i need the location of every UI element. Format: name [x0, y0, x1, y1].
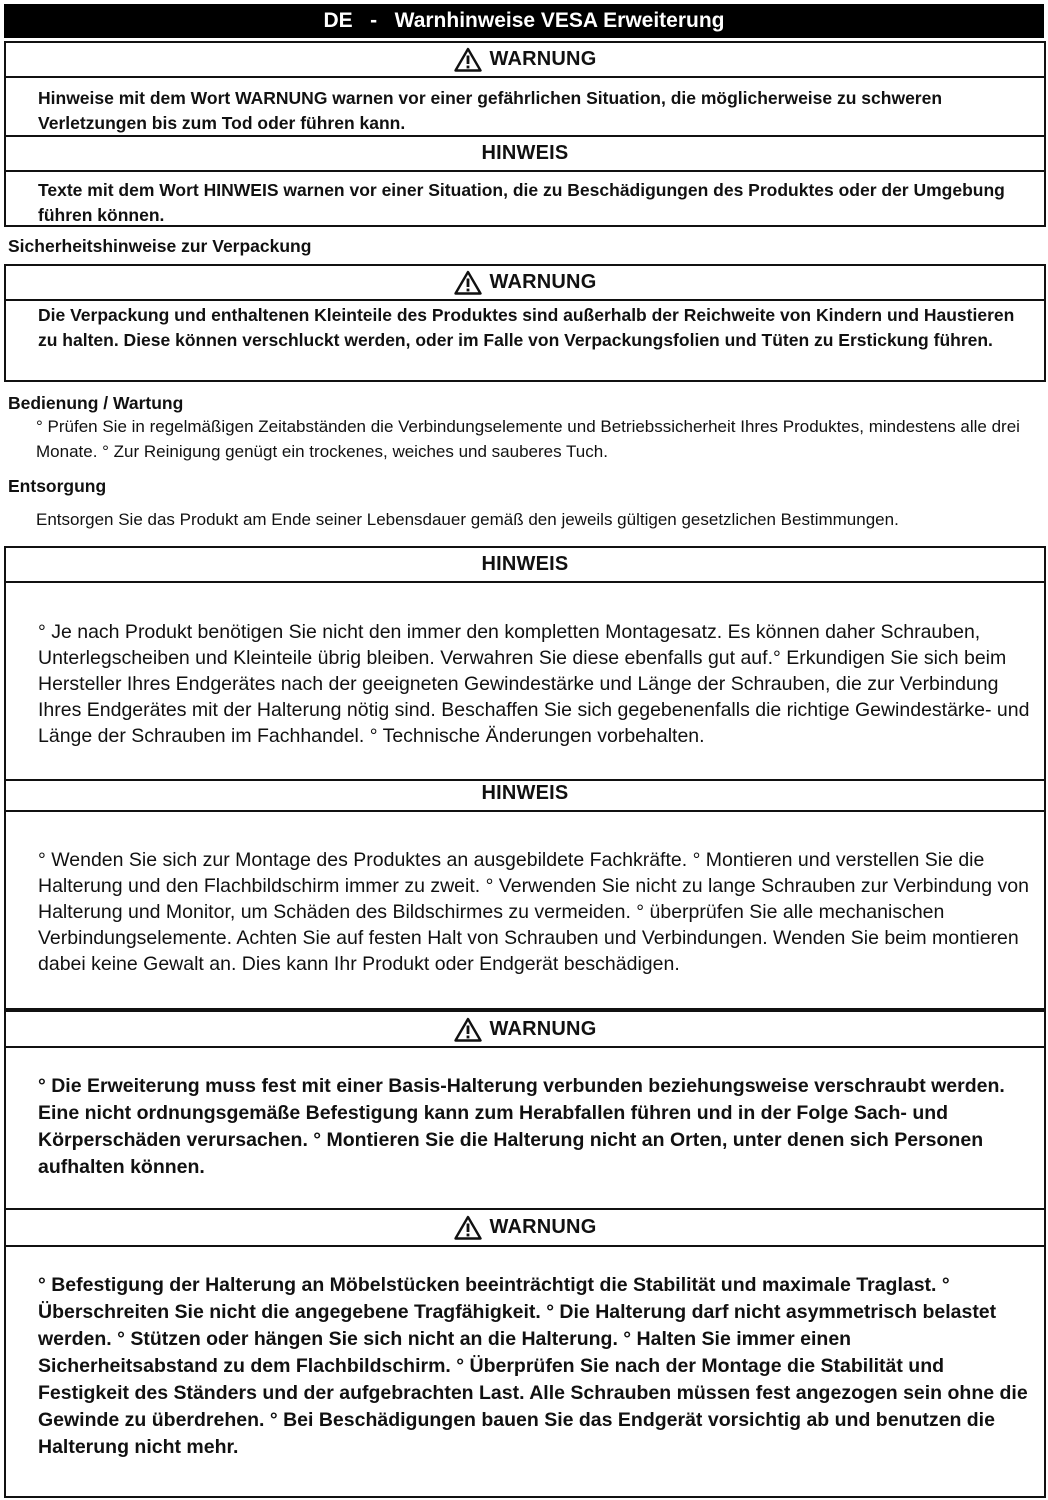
- maintenance-text: ° Prüfen Sie in regelmäßigen Zeitabständen die Verbindungselemente und Betriebssicherheit Ihres Produktes, mindestens alle drei Monate. ° Zur Reinigung genügt ein trockenes, weiches und sauberes Tuch.: [36, 417, 1020, 461]
- stability-warning-label-row: [6, 1210, 1044, 1245]
- warning-definition-text: Hinweise mit dem Wort WARNUNG warnen vor einer gefährlichen Situation, die möglicherweise zu schweren Verletzungen bis zum Tod oder führen kann.: [6, 76, 1044, 135]
- warning-triangle-icon: [454, 1215, 482, 1240]
- notice-label: HINWEIS: [6, 135, 1044, 170]
- stability-warning-label: WARNUNG: [489, 1216, 597, 1238]
- document-title: DE - Warnhinweise VESA Erweiterung: [4, 4, 1044, 38]
- packaging-warning-label: WARNUNG: [489, 271, 597, 293]
- maintenance-heading: Bedienung / Wartung: [8, 393, 184, 413]
- warning-label: WARNUNG: [489, 48, 597, 70]
- notice-box-assembly: [4, 777, 1046, 1010]
- packaging-warning-label-row: [6, 266, 1044, 299]
- mounting-warning-text: ° Die Erweiterung muss fest mit einer Basis-Halterung verbunden beziehungsweise verschraubt werden. Eine nicht ordnungsgemäße Befestigung kann zum Herabfallen führen und in der Folge Sach- und Körperschäden verursachen. ° Montieren Sie die Halterung nicht an Orten, unter denen sich Personen aufhalten können.: [6, 1046, 1044, 1181]
- warning-triangle-icon: [454, 270, 482, 295]
- warning-label-row: [6, 43, 1044, 76]
- notice-kit-text: ° Je nach Produkt benötigen Sie nicht den immer den kompletten Montagesatz. Es können daher Schrauben, Unterlegscheiben und Kleinteile übrig bleiben. Verwahren Sie diese ebenfalls gut auf.° Erkundigen Sie sich beim Hersteller Ihres Endgerätes nach der geeigneten Gewindestärke und Länge der Schrauben, die zur Verbindung Ihres Endgerätes mit der Halterung nötig sind. Beschaffen Sie sich gegebenenfalls die richtige Gewindestärke- und Länge der Schrauben im Fachhandel. ° Technische Änderungen vorbehalten.: [6, 581, 1044, 749]
- notice-assembly-label: HINWEIS: [481, 782, 569, 804]
- packaging-warning-text: Die Verpackung und enthaltenen Kleinteile des Produktes sind außerhalb der Reichweite von Kindern und Haustieren zu halten. Diese können verschluckt werden, oder im Falle von Verpackungsfolien und Tüten zu Erstickung führen.: [6, 299, 1044, 353]
- notice-assembly-text: ° Wenden Sie sich zur Montage des Produktes an ausgebildete Fachkräfte. ° Montieren und verstellen Sie die Halterung und den Flachbildschirm immer zu zweit. ° Verwenden Sie nicht zu lange Schrauben zur Verbindung von Halterung und Monitor, um Schäden des Bildschirmes zu vermeiden. ° überprüfen Sie alle mechanischen Verbindungselemente. Achten Sie auf festen Halt von Schrauben und Verbindungen. Wenden Sie beim montieren dabei keine Gewalt an. Dies kann Ihr Produkt oder Endgerät beschädigen.: [6, 810, 1044, 977]
- notice-box-kit: [4, 546, 1046, 781]
- notice-kit-label: HINWEIS: [481, 553, 569, 575]
- warning-box-mounting: [4, 1010, 1046, 1210]
- packaging-heading: Sicherheitshinweise zur Verpackung: [8, 236, 312, 256]
- disposal-text: Entsorgen Sie das Produkt am Ende seiner Lebensdauer gemäß den jeweils gültigen gesetzlichen Bestimmungen.: [36, 510, 899, 529]
- mounting-warning-label-row: [6, 1012, 1044, 1046]
- disposal-heading: Entsorgung: [8, 476, 107, 496]
- warning-triangle-icon: [454, 47, 482, 72]
- stability-warning-text: ° Befestigung der Halterung an Möbelstücken beeinträchtigt die Stabilität und maximale Traglast. ° Überschreiten Sie nicht die angegebene Tragfähigkeit. ° Die Halterung darf nicht asymmetrisch belastet werden. ° Stützen oder hängen Sie sich nicht an die Halterung. ° Halten Sie immer einen Sicherheitsabstand zu dem Flachbildschirm. ° Überprüfen Sie nach der Montage die Stabilität und Festigkeit des Ständers und der aufgebrachten Last. Alle Schrauben müssen fest angezogen sein ohne die Gewinde zu überdrehen. ° Bei Beschädigungen bauen Sie das Endgerät vorsichtig ab und benutzen die Halterung nicht mehr.: [6, 1245, 1044, 1461]
- packaging-warning-box: [4, 264, 1046, 382]
- signal-word-definitions: [4, 41, 1046, 227]
- mounting-warning-label: WARNUNG: [489, 1017, 597, 1040]
- warning-triangle-icon: [454, 1017, 482, 1042]
- warning-box-stability: [4, 1208, 1046, 1498]
- notice-definition-text: Texte mit dem Wort HINWEIS warnen vor einer Situation, die zu Beschädigungen des Produktes oder der Umgebung führen können.: [6, 170, 1044, 228]
